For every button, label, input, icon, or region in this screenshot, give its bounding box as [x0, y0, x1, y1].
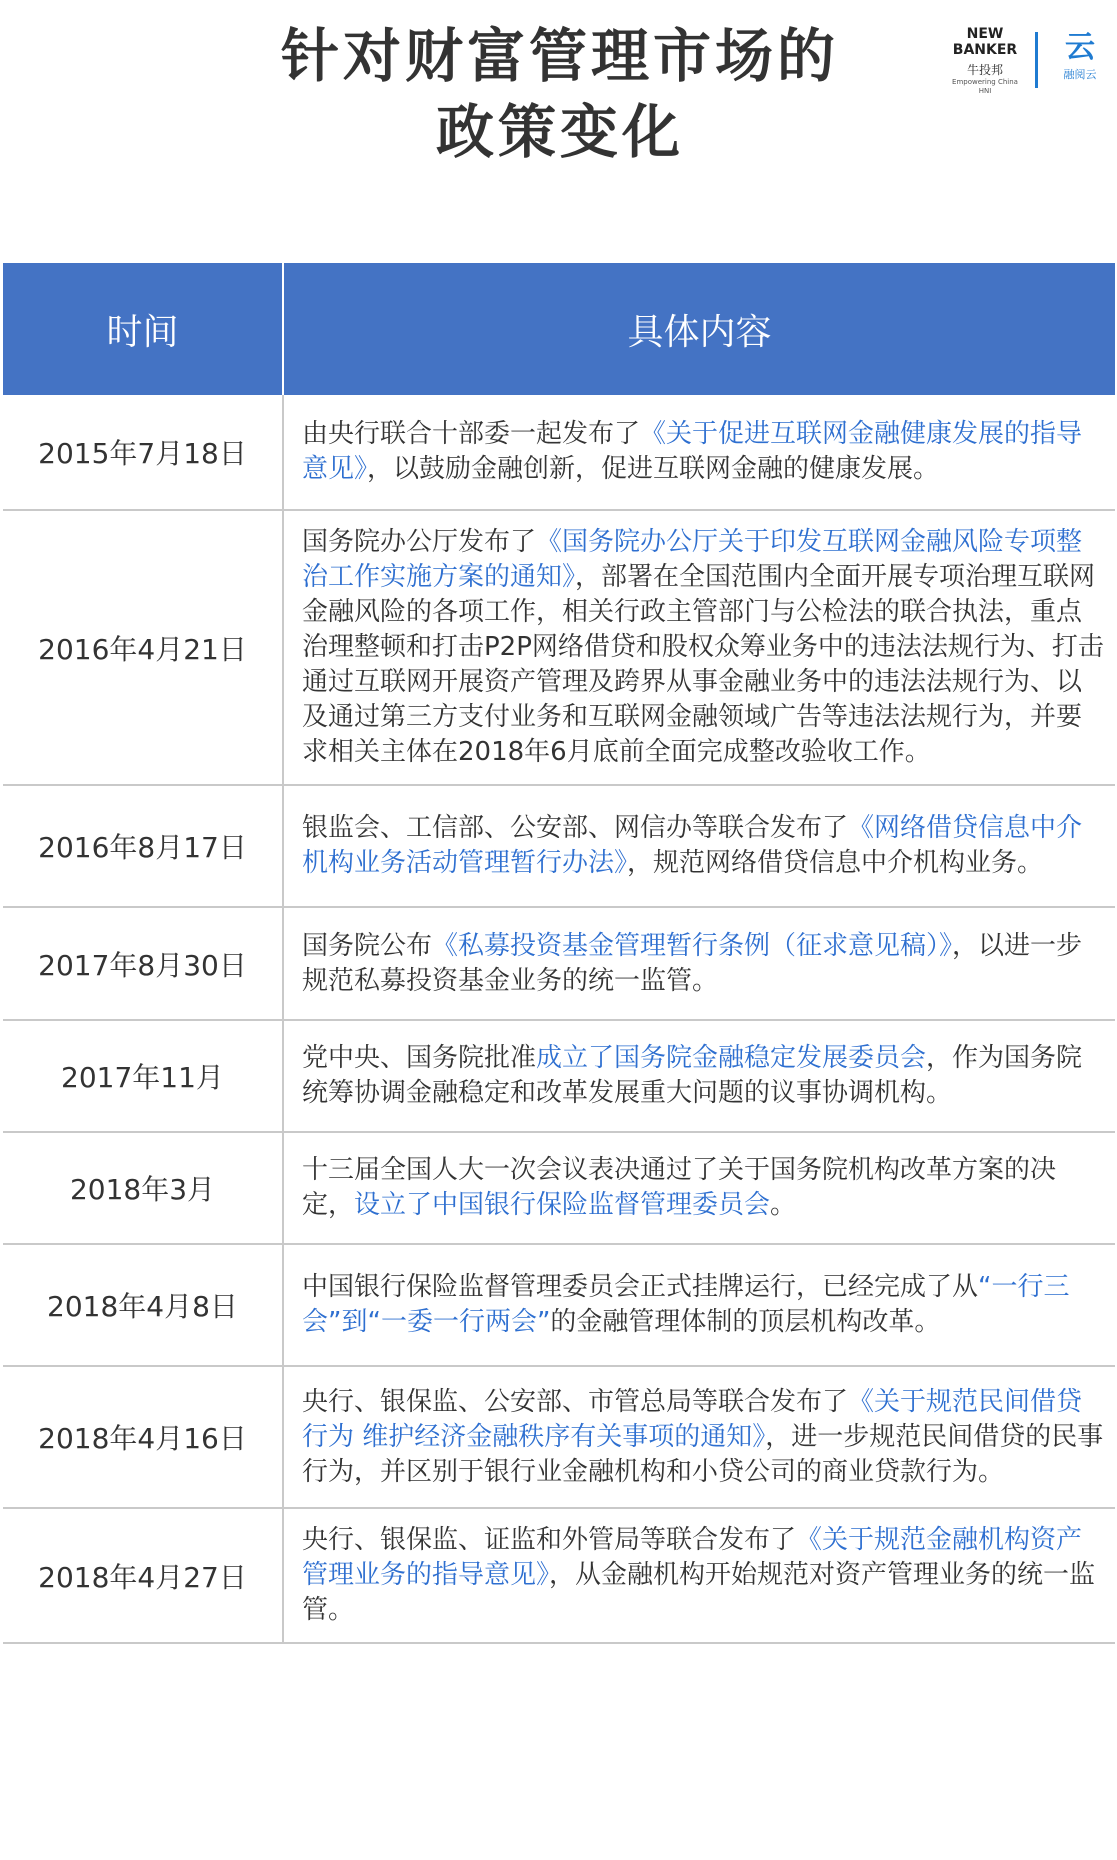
newbanker-logo [950, 26, 1020, 96]
row-date: 2018年4月8日 [3, 1244, 283, 1366]
row-content [283, 785, 1115, 907]
policy-document-name: 《关于促进互联网金融健康发展的指导意见》 [302, 419, 1083, 484]
title-line-2: 政策变化 [435, 98, 684, 166]
row-date: 2016年4月21日 [3, 510, 283, 785]
content-text: ，从金融机构开始规范对资产管理业务的统一监管。 [302, 1560, 1096, 1625]
policy-document-name: 成立了国务院金融稳定发展委员会 [536, 1043, 927, 1073]
row-date: 2018年4月27日 [3, 1508, 283, 1643]
content-text: 中国银行保险监督管理委员会正式挂牌运行，已经完成了从 [302, 1272, 979, 1302]
table-row [3, 1366, 1115, 1508]
table-row [3, 1020, 1115, 1132]
table-row [3, 510, 1115, 785]
row-content [283, 1020, 1115, 1132]
policy-document-name: 《国务院办公厅关于印发互联网金融风险专项整治工作实施方案的通知》 [302, 527, 1083, 592]
policy-document-name: 《网络借贷信息中介机构业务活动管理暂行办法》 [302, 813, 1083, 878]
row-content [283, 1244, 1115, 1366]
policy-document-name: 《关于规范金融机构资产管理业务的指导意见》 [302, 1525, 1083, 1590]
content-text: ，以鼓励金融创新，促进互联网金融的健康发展。 [367, 454, 940, 484]
table-body [3, 395, 1115, 1643]
row-date: 2018年4月16日 [3, 1366, 283, 1508]
content-text: ，规范网络借贷信息中介机构业务。 [627, 848, 1044, 878]
logo-area [950, 22, 1110, 102]
policy-document-name: 《关于规范民间借贷行为 维护经济金融秩序有关事项的通知》 [302, 1386, 1083, 1452]
cloud-icon: 云 [1065, 30, 1095, 65]
content-text: 党中央、国务院批准 [302, 1043, 537, 1073]
content-text: 。 [770, 1190, 797, 1220]
newbanker-tagline: Empowering China HNI [952, 78, 1018, 95]
yunyue-cn-name: 融阅云 [1063, 68, 1097, 81]
row-date: 2018年3月 [3, 1132, 283, 1244]
policy-document-name: 《私募投资基金管理暂行条例（征求意见稿）》 [432, 930, 953, 961]
content-text: 由央行联合十部委一起发布了 [302, 419, 641, 449]
policy-document-name: 设立了中国银行保险监督管理委员会 [354, 1190, 771, 1220]
content-text: ，部署在全国范围内全面开展专项治理互联网金融风险的各项工作，相关行政主管部门与公检法的联合执法，重点治理整顿和打击P2P网络借贷和股权众筹业务中的违法法规行为、打击通过互联网开展资产管理及跨界从事金融业务中的违法法规行为、以及通过第三方支付业务和互联网金融领域广告等违法法规行为，并要求相关主体在2018年6月底前全面完成整改验收工作。 [302, 562, 1104, 767]
content-text: 的金融管理体制的顶层机构改革。 [550, 1307, 941, 1337]
content-text: ，进一步规范民间借贷的民事行为，并区别于银行业金融机构和小贷公司的商业贷款行为。 [302, 1421, 1104, 1487]
content-text: ，作为国务院统筹协调金融稳定和改革发展重大问题的议事协调机构。 [302, 1043, 1083, 1108]
content-text: 央行、银保监、公安部、市管总局等联合发布了 [302, 1386, 849, 1417]
row-date: 2015年7月18日 [3, 395, 283, 510]
row-content [283, 907, 1115, 1020]
row-date: 2017年8月30日 [3, 907, 283, 1020]
newbanker-cn-name: 牛投邦 [966, 63, 1003, 77]
row-date: 2016年8月17日 [3, 785, 283, 907]
content-text: 十三届全国人大一次会议表决通过了关于国务院机构改革方案的决定， [302, 1155, 1057, 1220]
page-title [180, 18, 940, 170]
content-text: ，以进一步规范私募投资基金业务的统一监管。 [302, 930, 1083, 996]
table-row [3, 1244, 1115, 1366]
header-content: 具体内容 [283, 263, 1115, 395]
row-date: 2017年11月 [3, 1020, 283, 1132]
table-row [3, 1508, 1115, 1643]
content-text: 国务院办公厅发布了 [302, 527, 537, 557]
row-content [283, 395, 1115, 510]
title-line-1: 针对财富管理市场的 [280, 22, 839, 90]
row-content [283, 1132, 1115, 1244]
yunyue-logo [1050, 28, 1110, 82]
table-row [3, 907, 1115, 1020]
row-content [283, 1366, 1115, 1508]
logo-divider [1035, 32, 1038, 88]
content-text: 银监会、工信部、公安部、网信办等联合发布了 [302, 813, 849, 843]
table-row [3, 785, 1115, 907]
policy-table [3, 263, 1115, 1644]
table-header-row [3, 263, 1115, 395]
row-content [283, 510, 1115, 785]
header-time: 时间 [3, 263, 283, 395]
table-row [3, 1132, 1115, 1244]
content-text: 国务院公布 [302, 930, 433, 961]
newbanker-wordmark: NEW BANKER [952, 26, 1018, 58]
table-row [3, 395, 1115, 510]
row-content [283, 1508, 1115, 1643]
content-text: 央行、银保监、证监和外管局等联合发布了 [302, 1525, 797, 1555]
policy-document-name: “一行三会”到“一委一行两会” [302, 1272, 1070, 1337]
